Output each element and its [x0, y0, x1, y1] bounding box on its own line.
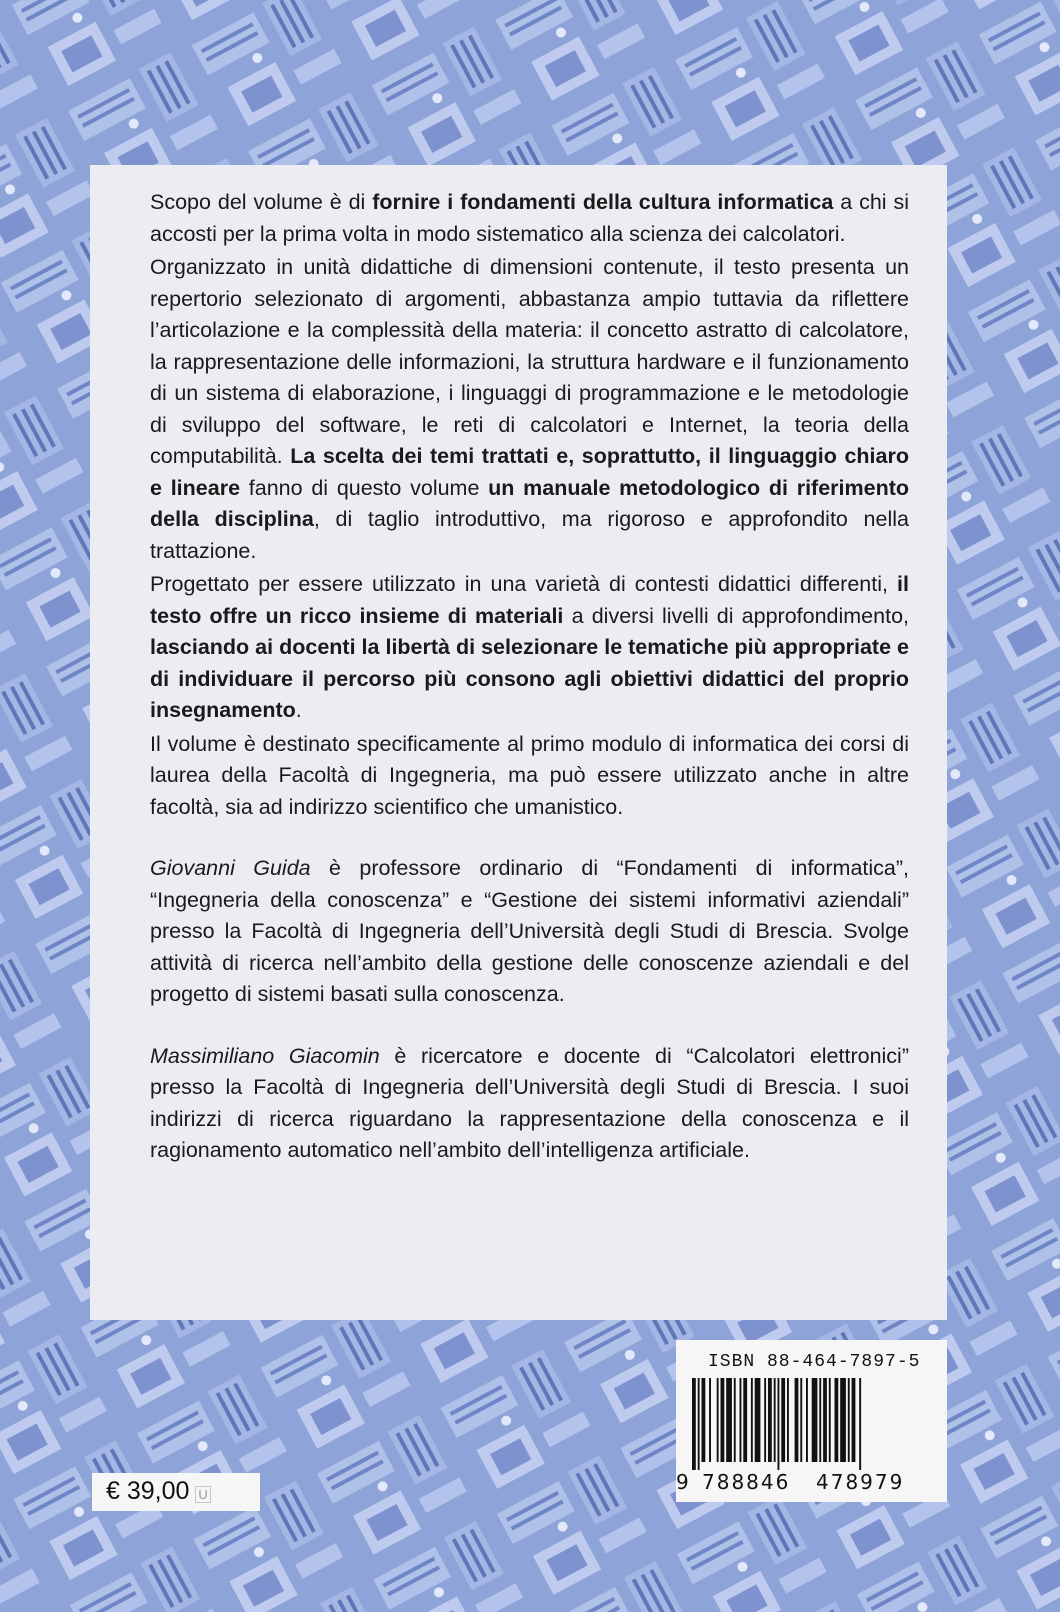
- barcode-bar: [734, 1378, 736, 1462]
- author-bio-1: [150, 853, 909, 1011]
- description-paragraph-1: [150, 187, 909, 250]
- text-span: Progettato per essere utilizzato in una varietà di contesti didattici differenti,: [150, 572, 898, 596]
- barcode-digits-group-2: 478979: [816, 1470, 905, 1494]
- text-span: a diversi livelli di approfondimento,: [563, 603, 910, 628]
- bold-text-span: lasciando ai docenti la libertà di selezionare le tematiche più appropriate e di individuare il percorso più consono agli obiettivi didattici del proprio insegnamento: [150, 635, 909, 722]
- barcode-bar: [740, 1378, 742, 1462]
- barcode-bar: [795, 1378, 799, 1462]
- author-name: Massimiliano Giacomin: [150, 1043, 380, 1068]
- barcode-bar: [755, 1378, 761, 1462]
- price-value: € 39,00: [106, 1477, 190, 1505]
- text-span: , di taglio introduttivo, ma rigoroso e approfondito nella trattazione.: [150, 507, 909, 563]
- barcode-bar: [840, 1378, 846, 1462]
- barcode-bar: [743, 1378, 747, 1462]
- barcode-bar: [709, 1378, 711, 1462]
- author-bio-2: [150, 1041, 909, 1167]
- barcode-bar: [726, 1378, 732, 1462]
- barcode-bar: [787, 1378, 789, 1462]
- bold-text-span: il testo offre un ricco insieme di materiali: [150, 572, 909, 628]
- barcode-bar: [852, 1378, 856, 1462]
- author-name: Giovanni Guida: [150, 856, 311, 880]
- barcode-bar: [717, 1378, 719, 1462]
- barcode-bar: [778, 1378, 780, 1470]
- barcode-bar: [774, 1378, 776, 1462]
- isbn-label: ISBN 88-464-7897-5: [708, 1352, 921, 1372]
- bold-text-span: un manuale metodologico di riferimento della disciplina: [150, 475, 910, 531]
- description-panel: [90, 165, 947, 1320]
- barcode-bar: [812, 1378, 818, 1462]
- barcode-bar: [835, 1378, 839, 1462]
- text-span: fanno di questo volume: [240, 475, 489, 500]
- isbn-barcode-block: [676, 1340, 947, 1502]
- barcode-bar: [859, 1378, 861, 1470]
- barcode-digit-lead: 9: [676, 1470, 691, 1494]
- bold-text-span: La scelta dei temi trattati e, soprattutto, il linguaggio chiaro e lineare: [150, 444, 909, 500]
- text-span: Organizzato in unità didattiche di dimensioni contenute, il testo presenta un repertorio selezionato di argomenti, abbastanza ampio tuttavia da riflettere l’articolazione e la complessità della materia: il concetto astratto di calcolatore, la rappresentazione delle informazioni, la struttura hardware e il funzionamento di un sistema di elaborazione, i linguaggi di programmazione e le metodologie di sviluppo del software, le reti di calcolatori e Internet, la teoria della computabilità.: [150, 255, 909, 468]
- description-paragraph-2: [150, 252, 909, 567]
- barcode-bar: [721, 1378, 725, 1462]
- barcode-image: [692, 1378, 932, 1470]
- barcode-bar: [702, 1378, 706, 1462]
- description-paragraph-4: Il volume è destinato specificamente al primo modulo di informatica dei corsi di laurea della Facoltà di Ingegneria, ma può essere utilizzato anche in altre facoltà, sia ad indirizzo scientifico che umanistico.: [150, 731, 909, 819]
- bold-text-span: fornire i fondamenti della cultura informatica: [372, 190, 834, 214]
- barcode-bar: [829, 1378, 831, 1462]
- barcode-bar: [764, 1378, 766, 1462]
- description-paragraph-3: [150, 569, 909, 727]
- author-bio-text: è ricercatore e docente di “Calcolatori elettronici” presso la Facoltà di Ingegneria dell’Università degli Studi di Brescia. I suoi indirizzi di ricerca riguardano la rappresentazione della conoscenza e il ragionamento automatico nell’ambito dell’intelligenza artificiale.: [150, 1043, 909, 1162]
- barcode-bar: [768, 1378, 772, 1462]
- barcode-bar: [823, 1378, 827, 1462]
- barcode-bar: [692, 1378, 696, 1470]
- text-span: .: [295, 698, 302, 722]
- author-bio-text: è professore ordinario di “Fondamenti di informatica”, “Ingegneria della conoscenza” e “Gestione dei sistemi informativi aziendali” presso la Facoltà di Ingegneria dell’Università degli Studi di Brescia. Svolge attività di ricerca nell’ambito della gestione delle conoscenze aziendali e del progetto di sistemi basati sulla conoscenza.: [150, 856, 909, 1006]
- text-span: a chi si accosti per la prima volta in modo sistematico alla scienza dei calcolatori.: [150, 190, 910, 246]
- barcode-bar: [781, 1378, 785, 1462]
- barcode-bar: [800, 1378, 802, 1462]
- barcode-digits-group-1: 788846: [702, 1470, 791, 1494]
- price-code: U: [195, 1486, 210, 1503]
- barcode-bar: [848, 1378, 850, 1462]
- price-tag: [92, 1473, 260, 1511]
- barcode-bar: [698, 1378, 700, 1470]
- text-span: Scopo del volume è di: [150, 190, 373, 214]
- barcode-bar: [806, 1378, 808, 1462]
- barcode-bar: [751, 1378, 753, 1462]
- barcode-bar: [819, 1378, 821, 1462]
